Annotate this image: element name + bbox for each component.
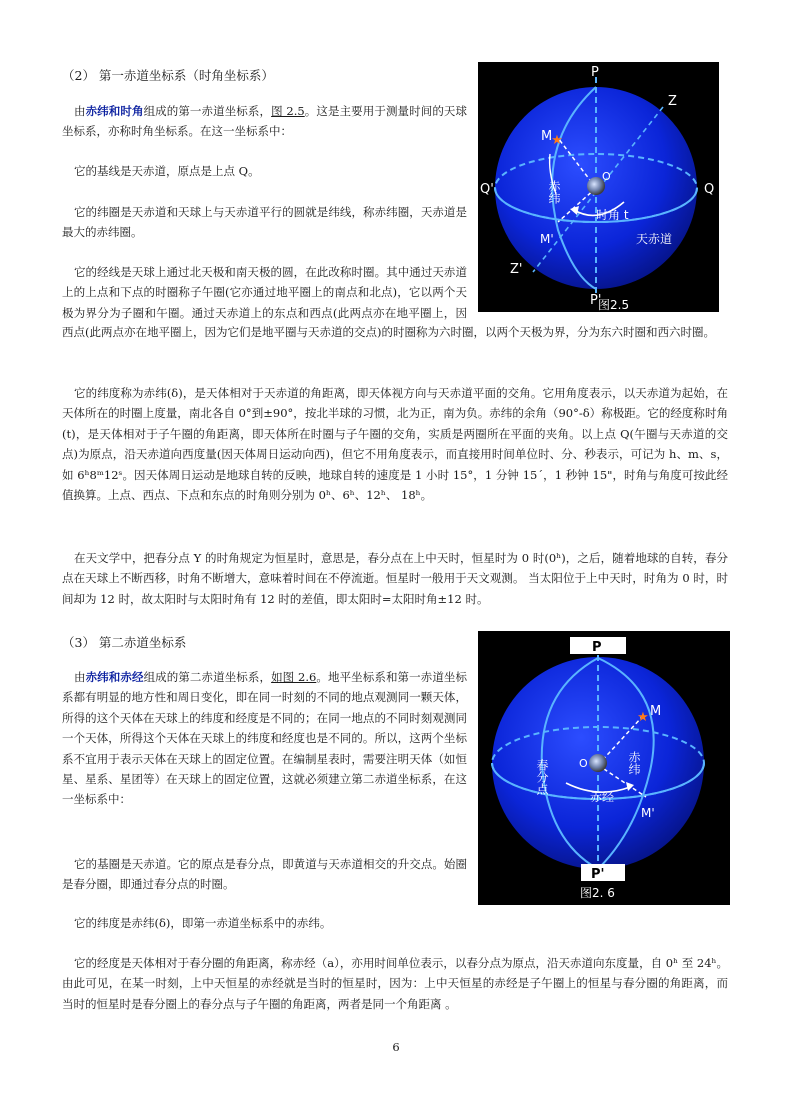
label-m: M: [541, 129, 553, 144]
label-p: P: [592, 640, 602, 655]
label-p-prime: P': [590, 293, 602, 308]
label-o: O: [579, 757, 588, 770]
figure-2-6-diagram: [478, 631, 730, 905]
star-icon: ★: [551, 133, 563, 148]
label-p-prime: P': [591, 867, 605, 882]
label-m-prime: M': [641, 806, 655, 820]
paragraph-longitude-circle-part2: 西点(此两点亦在地平圈上，因为它们是地平圈与天赤道的交点)的时圈称为六时圈，以两个天极为界，分为东六时圈和西六时圈。: [62, 325, 715, 339]
intro-pre: 由: [74, 104, 86, 118]
label-right-ascension: 赤经: [590, 790, 615, 804]
label-m-prime: M': [540, 232, 554, 246]
section-2-intro: [62, 101, 467, 142]
figure-2-5-link[interactable]: 图 2.5: [271, 104, 305, 118]
label-vernal-equinox: 春分点: [535, 759, 549, 795]
paragraph-longitude-circle-text: 它的经线是天球上通过北天极和南天极的圆，在此改称时圈。其中通过天赤道上的上点和下点的时圈称子午圈(它亦通过地平圈上的南点和北点)，它以两个天极为界分为子圈和午圈。通过天赤道上的东点和西点(此两点亦在地平圈上，因: [62, 265, 467, 320]
figure-2-5: [478, 62, 719, 312]
paragraph-baseline: 它的基线是天赤道，原点是上点 Q。: [74, 164, 260, 178]
star-icon: ★: [637, 710, 649, 725]
section-3-intro: [62, 667, 467, 810]
label-o: O: [602, 170, 611, 183]
figure-2-5-caption: 图2.5: [598, 298, 630, 312]
section-3-heading: （3） 第二赤道坐标系: [62, 635, 187, 650]
intro3-post: 。地平坐标系和第一赤道坐标系都有明显的地方性和周日变化，即在同一时刻的不同的地点观测同一颗天体，所得的这个天体在天球上的纬度和经度是不同的；在同一地点的不同时刻观测同一个天体，所得这个天体在天球上的纬度和经度也是不同的。所以，这两个坐标系不宜用于表示天体在天球上的固定位置。在编制星表时，需要注明天体（如恒星、星系、星团等）在天球上的固定位置，这就必须建立第二赤道坐标系，在这一坐标系中：: [62, 670, 468, 807]
label-declination: 赤纬: [547, 180, 561, 204]
label-p: P: [591, 65, 599, 80]
paragraph-longitude-circle-part1: [62, 262, 467, 324]
label-hour-angle: 时角 t: [596, 208, 629, 222]
intro3-pre: 由: [74, 670, 86, 684]
intro3-mid: 组成的第二赤道坐标系，: [143, 670, 272, 684]
paragraph-right-ascension: 它的经度是天体相对于春分圈的角距离，称赤经（a），亦用时间单位表示，以春分点为原点，沿天赤道向东度量，自 0ʰ 至 24ʰ。由此可见，在某一时刻，上中天恒星的赤经就是当时的恒星时，因为：上中天恒星的赤经是子午圈上的恒星与春分圈的角距离，而当时的恒星时是春分圈上的春分点与子午圈的角距离，两者是同一个角距离 。: [62, 956, 728, 1011]
label-z-prime: Z': [510, 262, 523, 277]
label-declination: 赤纬: [627, 751, 641, 775]
figure-2-6-caption: 图2. 6: [580, 886, 615, 900]
label-z: Z: [668, 94, 677, 109]
earth-icon: [589, 754, 607, 772]
intro3-bold-term: 赤纬和赤经: [85, 670, 144, 684]
label-m: M: [650, 704, 662, 719]
intro-post: 。这是主要用于测量时间的天球坐标系，亦称时角坐标系。在这一坐标系中：: [62, 104, 468, 139]
paragraph-basic-circle: 它的基圈是天赤道。它的原点是春分点，即黄道与天赤道相交的升交点。始圈是春分圈，即通过春分点的时圈。: [62, 857, 467, 892]
paragraph-sidereal-time: 在天文学中，把春分点 Y 的时角规定为恒星时，意思是，春分点在上中天时，恒星时为 0 时(0ʰ)，之后，随着地球的自转，春分点在天球上不断西移，时角不断增大，意味着时间在不停流逝。恒星时一般用于天文观测。 当太阳位于上中天时，时角为 0 时，时间却为 12 时，故太阳时与太阳时角有 12 时的差值，即太阳时=太阳时角±12 时。: [62, 551, 728, 606]
label-q-right: Q: [704, 182, 715, 197]
label-q-left: Q': [480, 182, 494, 197]
paragraph-latitude-circle: 它的纬圈是天赤道和天球上与天赤道平行的圆就是纬线，称赤纬圈，天赤道是最大的赤纬圈。: [62, 205, 467, 240]
intro-mid: 组成的第一赤道坐标系，: [143, 104, 272, 118]
label-celestial-equator: 天赤道: [636, 232, 673, 246]
paragraph-declination-definition: 它的纬度称为赤纬(δ)，是天体相对于天赤道的角距离，即天体视方向与天赤道平面的交角。它用角度表示，以天赤道为起始，在天体所在的时圈上度量，南北各自 0°到±90°，按北半球的习惯，北为正，南为负。赤纬的余角（90°-δ）称极距。它的经度称时角(t)，是天体相对于子午圈的角距离，即天体所在时圈与子午圈的交角，实质是两圈所在平面的夹角。以上点 Q(午圈与天赤道的交点)为原点，沿天赤道向西度量(因天体周日运动向西)，但它不用角度表示，而直接用时间单位时、分、秒表示，可记为 h、m、s，如 6ʰ8ᵐ12ˢ。因天体周日运动是地球自转的反映，地球自转的速度是 1 小时 15°，1 分钟 15´，1 秒钟 15"，时角与角度可按此经值换算。上点、西点、下点和东点的时角则分别为 0ʰ、6ʰ、12ʰ、 18ʰ。: [62, 386, 728, 503]
intro-bold-term: 赤纬和时角: [85, 104, 144, 118]
figure-2-6: [478, 631, 730, 905]
figure-2-5-diagram: [478, 62, 719, 312]
paragraph-declination: 它的纬度是赤纬(δ)，即第一赤道坐标系中的赤纬。: [74, 916, 332, 930]
section-2-heading: （2） 第一赤道坐标系（时角坐标系）: [62, 68, 274, 83]
page-number: 6: [392, 1040, 400, 1054]
figure-2-6-link[interactable]: 如图 2.6: [271, 670, 317, 684]
